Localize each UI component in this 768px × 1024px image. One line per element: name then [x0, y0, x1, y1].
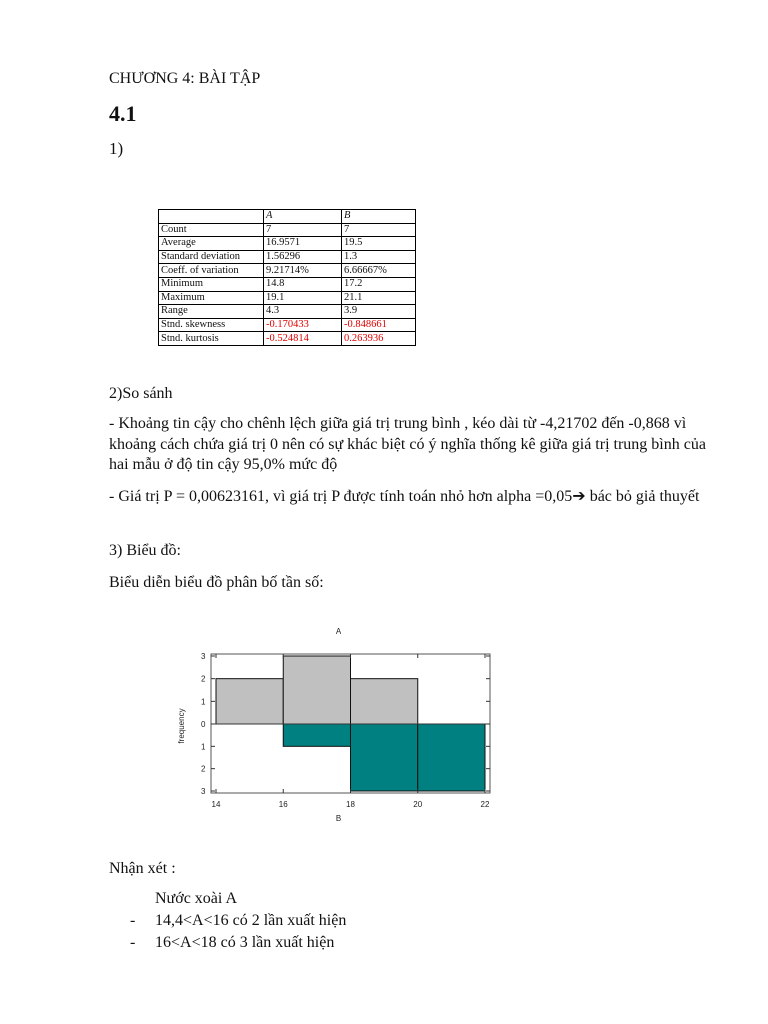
table-cell: 19.1 — [264, 291, 342, 305]
x-tick-label: 18 — [346, 800, 355, 809]
table-header-row — [159, 210, 416, 224]
table-cell: 3.9 — [342, 305, 416, 319]
summary-statistics-table — [158, 209, 416, 346]
table-cell: -0.848661 — [342, 318, 416, 332]
table-cell: Stnd. kurtosis — [159, 332, 264, 346]
list-bullet: - — [130, 912, 136, 929]
p-value-conclusion: bác bỏ giả thuyết — [585, 488, 700, 505]
y-tick-label: 1 — [201, 742, 206, 752]
chart-description: Biểu diễn biểu đồ phân bố tần số: — [109, 574, 324, 591]
table-row — [159, 291, 416, 305]
table-cell: Coeff. of variation — [159, 264, 264, 278]
table-cell: Count — [159, 223, 264, 237]
table-cell: Average — [159, 237, 264, 251]
chapter-title: CHƯƠNG 4: BÀI TẬP — [109, 70, 261, 87]
chart-title: A — [335, 627, 342, 636]
table-cell: Standard deviation — [159, 250, 264, 264]
chart-section-title: 3) Biểu đồ: — [109, 542, 181, 559]
y-tick-label: 1 — [201, 697, 206, 707]
table-row — [159, 264, 416, 278]
x-tick-label: 16 — [278, 800, 288, 809]
table-cell: 17.2 — [342, 277, 416, 291]
table-header-cell — [159, 210, 264, 224]
table-cell: Range — [159, 305, 264, 319]
x-tick-label: 20 — [413, 800, 423, 809]
table-row — [159, 237, 416, 251]
table-row — [159, 223, 416, 237]
table-cell: 0.263936 — [342, 332, 416, 346]
table-cell: 4.3 — [264, 305, 342, 319]
histogram-bar-a — [283, 656, 350, 724]
table-cell: 7 — [264, 223, 342, 237]
y-tick-label: 2 — [201, 674, 206, 684]
table-row — [159, 250, 416, 264]
table-header-cell: A — [264, 210, 342, 224]
x-tick-label: 14 — [211, 800, 221, 809]
table-cell: -0.524814 — [264, 332, 342, 346]
histogram-bar-a — [216, 679, 283, 724]
table-cell: Minimum — [159, 277, 264, 291]
histogram-bar-a — [351, 679, 418, 724]
arrow-icon: ➔ — [572, 488, 586, 505]
table-cell: 6.66667% — [342, 264, 416, 278]
table-cell: 1.3 — [342, 250, 416, 264]
y-axis-label: frequency — [177, 708, 186, 744]
table-cell: Maximum — [159, 291, 264, 305]
p-value-paragraph — [109, 487, 709, 508]
table-cell: 7 — [342, 223, 416, 237]
table-cell: 19.5 — [342, 237, 416, 251]
table-cell: -0.170433 — [264, 318, 342, 332]
table-row — [159, 277, 416, 291]
y-tick-label: 2 — [201, 764, 206, 774]
table-cell: 9.21714% — [264, 264, 342, 278]
histogram-bar-b — [351, 724, 418, 791]
frequency-histogram-chart — [168, 620, 508, 830]
list-item-text: 14,4<A<16 có 2 lần xuất hiện — [155, 912, 347, 929]
y-tick-label: 3 — [201, 787, 206, 796]
y-tick-label: 0 — [201, 720, 206, 729]
table-cell: 21.1 — [342, 291, 416, 305]
step-1-label: 1) — [109, 139, 124, 158]
table-cell: 1.56296 — [264, 250, 342, 264]
table-header-cell: B — [342, 210, 416, 224]
comparison-title: 2)So sánh — [109, 385, 173, 402]
table-row — [159, 318, 416, 332]
table-cell: 14.8 — [264, 277, 342, 291]
table-cell: Stnd. skewness — [159, 318, 264, 332]
p-value-text: - Giá trị P = 0,00623161, vì giá trị P được tính toán nhỏ hơn alpha =0,05 — [109, 488, 573, 505]
remarks-subtitle: Nước xoài A — [155, 890, 238, 907]
confidence-interval-paragraph: - Khoảng tin cậy cho chênh lệch giữa giá trị trung bình , kéo dài từ -4,21702 đến -0,868 vì khoảng cách chứa giá trị 0 nên có sự khác biệt có ý nghĩa thống kê giữa giá trị trung bình của hai mẫu ở độ tin cậy 95,0% mức độ — [109, 415, 706, 473]
section-number: 4.1 — [109, 101, 137, 126]
x-tick-label: 22 — [480, 800, 490, 809]
x-axis-label: B — [335, 814, 342, 823]
remarks-title: Nhận xét : — [109, 860, 176, 877]
table-cell: 16.9571 — [264, 237, 342, 251]
y-tick-label: 3 — [201, 652, 206, 661]
table-row — [159, 332, 416, 346]
table-row — [159, 305, 416, 319]
histogram-bar-b — [283, 724, 350, 746]
list-bullet: - — [130, 934, 136, 951]
histogram-bar-b — [418, 724, 485, 791]
list-item-text: 16<A<18 có 3 lần xuất hiện — [155, 934, 335, 951]
